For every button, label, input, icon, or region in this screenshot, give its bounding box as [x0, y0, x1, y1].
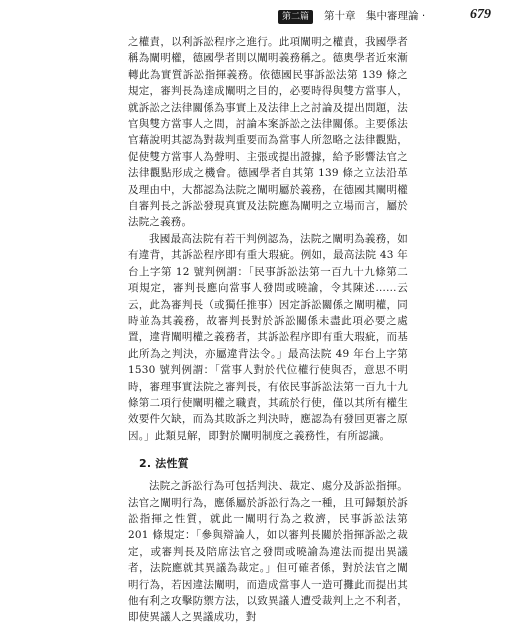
chapter-title: 第十章 集中審理論 ·: [324, 10, 426, 22]
section-heading: 2. 法性質: [139, 457, 189, 471]
paragraph-1: 之權責，以利訴訟程序之進行。此項闡明之權責，我國學者稱為闡明權，德國學者則以闡明義務稱之。德奧學者近來漸轉此為實質訴訟指揮義務。依德國民事訴訟法第 139 條之規定，審判長為達成闡明之目的，必要時得與雙方當事人，就訴訟之法律關係為事實上及法律上之討論及提出問題，法官與雙方當事人之間，討論本案訴訟之法律關係。主要係法官藉說明其認為對裁判重要而為當事人所忽略之法律觀點，促使雙方當事人為聲明、主張或提出證據，給予影響法官之法律觀點形成之機會。德國學者自其第 139 條之立法沿革及理由中，大都認為法院之闡明屬於義務，在德國其闡明權自審判長之訴訟發現真實及法院應為闡明之立場而言，屬於法院之義務。: [128, 36, 408, 229]
running-header: [0, 8, 520, 28]
body-text: [128, 34, 408, 626]
page-number: 679: [470, 7, 491, 22]
paragraph-3: 法院之訴訟行為可包括判決、裁定、處分及訴訟指揮。法官之闡明行為，應係屬於訴訟行為之一種，且可歸類於訴訟指揮之性質，就此一闡明行為之救濟，民事訴訟法第 201 條規定：「參與辯論人，如以審判長關於指揮訴訟之裁定，或審判長及陪席法官之發問或曉諭為違法而提出異議者，法院應就其異議為裁定。」但可確者係，對於法官之闡明行為，若因違法闡明，而造成當事人一造可攤此而提出其他有利之攻擊防禦方法，以致異議人遭受裁判上之不利者，即使異議人之異議成功，對: [128, 480, 408, 624]
part-label-badge: 第二篇: [278, 10, 313, 24]
paragraph-2: 我國最高法院有若干判例認為，法院之闡明為義務，如有違背，其訴訟程序即有重大瑕疵。例如，最高法院 43 年台上字第 12 號判例謂：「民事訴訟法第一百九十九條第二項規定，審判長應向當事人發問或曉諭，令其陳述……云云，此為審判長（或獨任推事）因定訴訟關係之闡明權，同時並為其義務，故審判長對於訴訟關係未盡此項必要之處置，違背闡明權之義務者，其訴訟程序即有重大瑕疵，而基此所為之判決，亦屬違背法令。」最高法院 49 年台上字第 1530 號判例謂：「當事人對於代位權行使與否，意思不明時，審理事實法院之審判長，有依民事訴訟法第一百九十九條第二項行使闡明權之職責，其疏於行使，僅以其所有權生效要件欠缺，而為其敗訴之判決時，應認為有發回更審之原因。」此類見解，即對於闡明制度之義務性，有所認識。: [128, 232, 408, 442]
